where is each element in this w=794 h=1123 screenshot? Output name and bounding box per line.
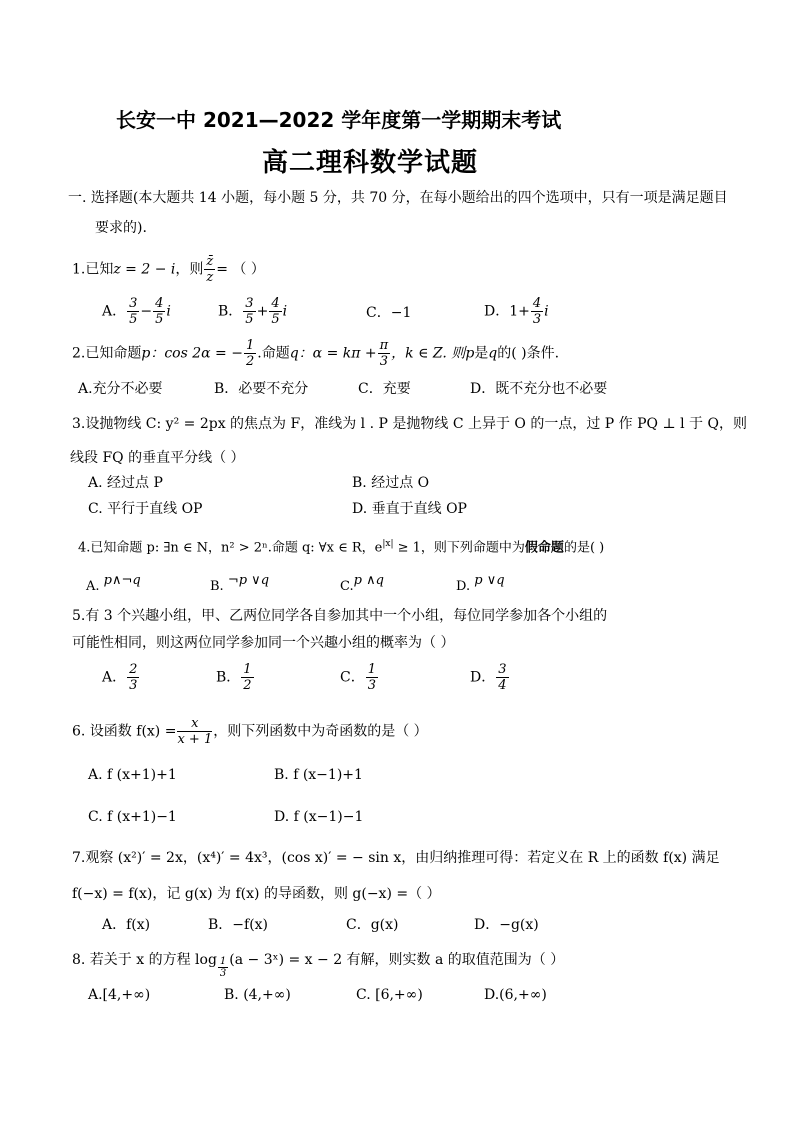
question-5-option-c: C． $\frac{1}{3}$ (340, 662, 376, 693)
question-7-line2: f(−x) = f(x)，记 g(x) 为 f(x) 的导函数，则 g(−x) =（ ） (72, 886, 441, 902)
question-1-option-c: C．−1 (366, 305, 412, 321)
question-2-option-d: D．既不充分也不必要 (470, 381, 608, 397)
question-2-option-b: B．必要不充分 (214, 381, 309, 397)
question-4-option-d: D. p ∨q (456, 573, 505, 594)
question-7-option-d: D．−g(x) (474, 917, 539, 933)
question-8-option-d: D.(6,+∞) (484, 987, 547, 1003)
question-4-stem: 4.已知命题 p: ∃n ∈ N，n² > 2ⁿ.命题 q: ∀x ∈ R，$e^{|x|} \ge 1$，则下列命题中为假命题的是( ) (78, 539, 605, 556)
question-8-option-a: A.[4,+∞) (88, 987, 151, 1003)
question-7-option-a: A．f(x) (102, 917, 151, 933)
fraction: $\frac{z̄}{z}$ (206, 254, 214, 285)
exam-title: 长安一中 2021—2022 学年度第一学期期末考试 (116, 108, 562, 132)
question-8-option-c: C. [6,+∞) (356, 987, 423, 1003)
section-intro-line2: 要求的). (95, 220, 147, 236)
question-6-option-d: D. f (x−1)−1 (274, 809, 364, 825)
question-5-option-a: A． $\frac{2}{3}$ (102, 662, 138, 693)
question-8-stem: 8. 若关于 x 的方程 log $\frac{1}{3}$ (a − 3ˣ) = x − 2 有解，则实数 a 的取值范围为（ ） (72, 952, 565, 979)
exam-subtitle: 高二理科数学试题 (262, 148, 479, 178)
question-6-stem: 6. 设函数 f(x) = $\frac{x}{x + 1}$ ，则下列函数中为奇函数的是（ ） (72, 716, 428, 747)
question-3-line2: 线段 FQ 的垂直平分线（ ） (70, 450, 245, 466)
question-6-option-a: A. f (x+1)+1 (88, 767, 177, 783)
section-intro-line1: 一. 选择题(本大题共 14 小题，每小题 5 分，共 70 分，在每小题给出的四个选项中，只有一项是满足题目 (68, 190, 728, 206)
question-6-option-b: B. f (x−1)+1 (274, 767, 363, 783)
question-8-option-b: B. (4,+∞) (224, 987, 291, 1003)
question-4-option-c: C.p ∧q (340, 573, 384, 594)
question-5-option-d: D． $\frac{3}{4}$ (470, 662, 507, 693)
question-2-option-c: C．充要 (358, 381, 411, 397)
question-3-option-a: A. 经过点 P (88, 475, 163, 491)
question-3-option-b: B. 经过点 O (352, 475, 430, 491)
question-1-option-a: A． $\frac{3}{5}$ − $\frac{4}{5}$ i (102, 296, 171, 327)
question-7-line1: 7.观察 (x²)′ = 2x，(x⁴)′ = 4x³，(cos x)′ = − sin x，由归纳推理可得：若定义在 R 上的函数 f(x) 满足 (72, 850, 720, 866)
question-3-line1: 3.设抛物线 C: y² = 2px 的焦点为 F，准线为 l . P 是抛物线 C 上异于 O 的一点，过 P 作 PQ ⊥ l 于 Q，则 (72, 416, 747, 432)
question-7-option-b: B．−f(x) (208, 917, 269, 933)
question-2-stem: 2.已知命题p：cos 2α = − $\frac{1}{2}$ .命题q：α = kπ + $\frac{\pi}{3}$ ，k ∈ Z. 则p是q的( )条件. (72, 338, 560, 369)
question-4-option-a: A. p∧¬q (86, 573, 141, 594)
question-4-option-b: B. ¬p ∨q (210, 573, 270, 594)
question-1-option-d: D．1+ $\frac{4}{3}$ i (484, 296, 549, 327)
question-2-option-a: A.充分不必要 (78, 381, 163, 397)
question-3-option-c: C. 平行于直线 OP (88, 501, 203, 517)
question-7-option-c: C．g(x) (346, 917, 399, 933)
question-5-line1: 5.有 3 个兴趣小组，甲、乙两位同学各自参加其中一个小组，每位同学参加各个小组的 (72, 608, 608, 624)
question-6-option-c: C. f (x+1)−1 (88, 809, 177, 825)
question-5-option-b: B． $\frac{1}{2}$ (216, 662, 252, 693)
question-1-option-b: B． $\frac{3}{5}$ + $\frac{4}{5}$ i (218, 296, 288, 327)
question-5-line2: 可能性相同，则这两位同学参加同一个兴趣小组的概率为（ ） (72, 635, 455, 651)
question-1-stem: 1.已知z = 2 − i，则 $\frac{z̄}{z}$ = （ ） (72, 254, 265, 285)
question-3-option-d: D. 垂直于直线 OP (352, 501, 467, 517)
